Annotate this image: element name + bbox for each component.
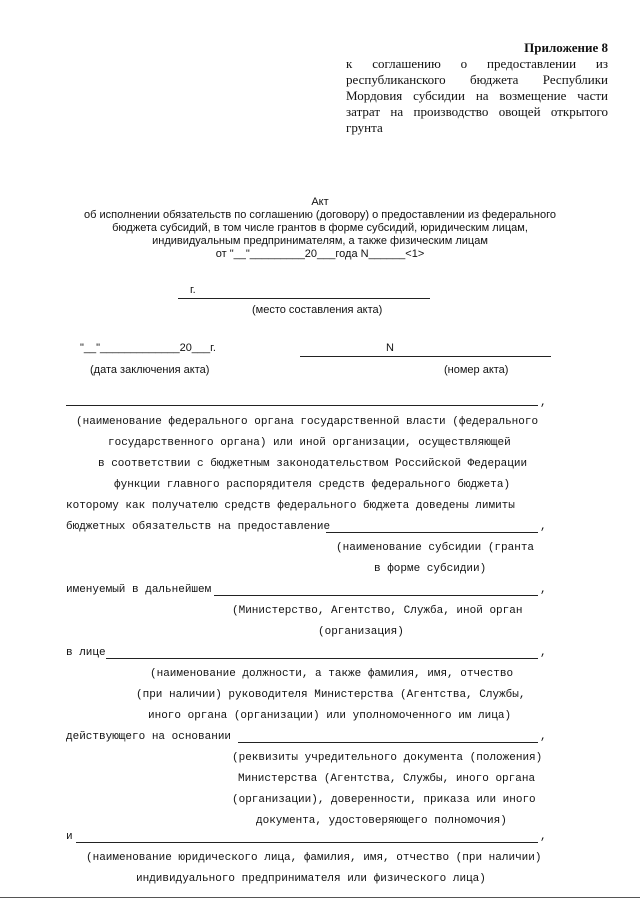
act-title-line-3: индивидуальным предпринимателям, а также физическим лицам	[152, 235, 488, 247]
appendix-body: к соглашению о предоставлении из республиканского бюджета Республики Мордовия субсидии на возмещение части затрат на производство овощей открытого грунта	[346, 56, 608, 135]
appendix-header	[346, 40, 608, 136]
page-bottom-divider	[0, 897, 640, 898]
ministry-caption-1: (Министерство, Агентство, Служба, иной орган	[232, 605, 523, 617]
act-title-line-4: от "__"_________20___года N______<1>	[215, 248, 425, 260]
subsidy-caption-1: (наименование субсидии (гранта	[336, 542, 535, 554]
named-label: именуемый в дальнейшем	[66, 584, 212, 596]
org-comma: ,	[540, 397, 547, 409]
limits-line-1: которому как получателю средств федерального бюджета доведены лимиты	[66, 500, 515, 512]
named-comma: ,	[540, 584, 547, 596]
subsidy-caption-2: в форме субсидии)	[374, 563, 487, 575]
act-title: Акт	[311, 196, 329, 208]
person-label: в лице	[66, 647, 106, 659]
org-caption-1: (наименование федерального органа государственной власти (федерального	[76, 416, 539, 428]
basis-field-line[interactable]	[238, 742, 538, 743]
org-field-line[interactable]	[66, 405, 538, 406]
org-caption-4: функции главного распорядителя средств федерального бюджета)	[114, 479, 511, 491]
subsidy-field-line[interactable]	[326, 532, 538, 533]
person-comma: ,	[540, 647, 547, 659]
person-field-line[interactable]	[106, 658, 538, 659]
org-caption-3: в соответствии с бюджетным законодательством Российской Федерации	[98, 458, 528, 470]
subsidy-comma: ,	[540, 521, 547, 533]
limits-line-2: бюджетных обязательств на предоставление	[66, 521, 331, 533]
act-title-block	[40, 196, 600, 261]
org-caption-2: государственного органа) или иной организации, осуществляющей	[108, 437, 511, 449]
place-caption: (место составления акта)	[252, 304, 383, 316]
position-caption-2: (при наличии) руководителя Министерства (Агентства, Службы,	[136, 689, 526, 701]
basis-label: действующего на основании	[66, 731, 232, 743]
appendix-title: Приложение 8	[524, 40, 608, 55]
entity-caption-1: (наименование юридического лица, фамилия, имя, отчество (при наличии)	[86, 852, 542, 864]
date-caption: (дата заключения акта)	[90, 364, 210, 376]
basis-caption-4: документа, удостоверяющего полномочия)	[256, 815, 507, 827]
entity-caption-2: индивидуального предпринимателя или физического лица)	[136, 873, 486, 885]
number-caption: (номер акта)	[444, 364, 509, 376]
place-prefix: г.	[190, 284, 196, 296]
ministry-caption-2: (организация)	[318, 626, 404, 638]
position-caption-3: иного органа (организации) или уполномоченного им лица)	[148, 710, 512, 722]
position-caption-1: (наименование должности, а также фамилия, имя, отчество	[150, 668, 514, 680]
basis-caption-3: (организации), доверенности, приказа или иного	[232, 794, 536, 806]
number-field-line[interactable]	[300, 356, 551, 357]
basis-caption-2: Министерства (Агентства, Службы, иного органа	[238, 773, 536, 785]
basis-caption-1: (реквизиты учредительного документа (положения)	[232, 752, 543, 764]
named-field-line[interactable]	[214, 595, 538, 596]
place-field-line[interactable]	[178, 298, 430, 299]
entity-comma: ,	[540, 831, 547, 843]
basis-comma: ,	[540, 731, 547, 743]
date-field[interactable]: "__"_____________20___г.	[80, 342, 216, 354]
act-title-line-1: об исполнении обязательств по соглашению (договору) о предоставлении из федерального	[84, 209, 556, 221]
and-label: и	[66, 831, 73, 843]
entity-field-line[interactable]	[76, 842, 538, 843]
number-prefix: N	[386, 342, 394, 354]
act-title-line-2: бюджета субсидий, в том числе грантов в форме субсидий, юридическим лицам,	[112, 222, 528, 234]
